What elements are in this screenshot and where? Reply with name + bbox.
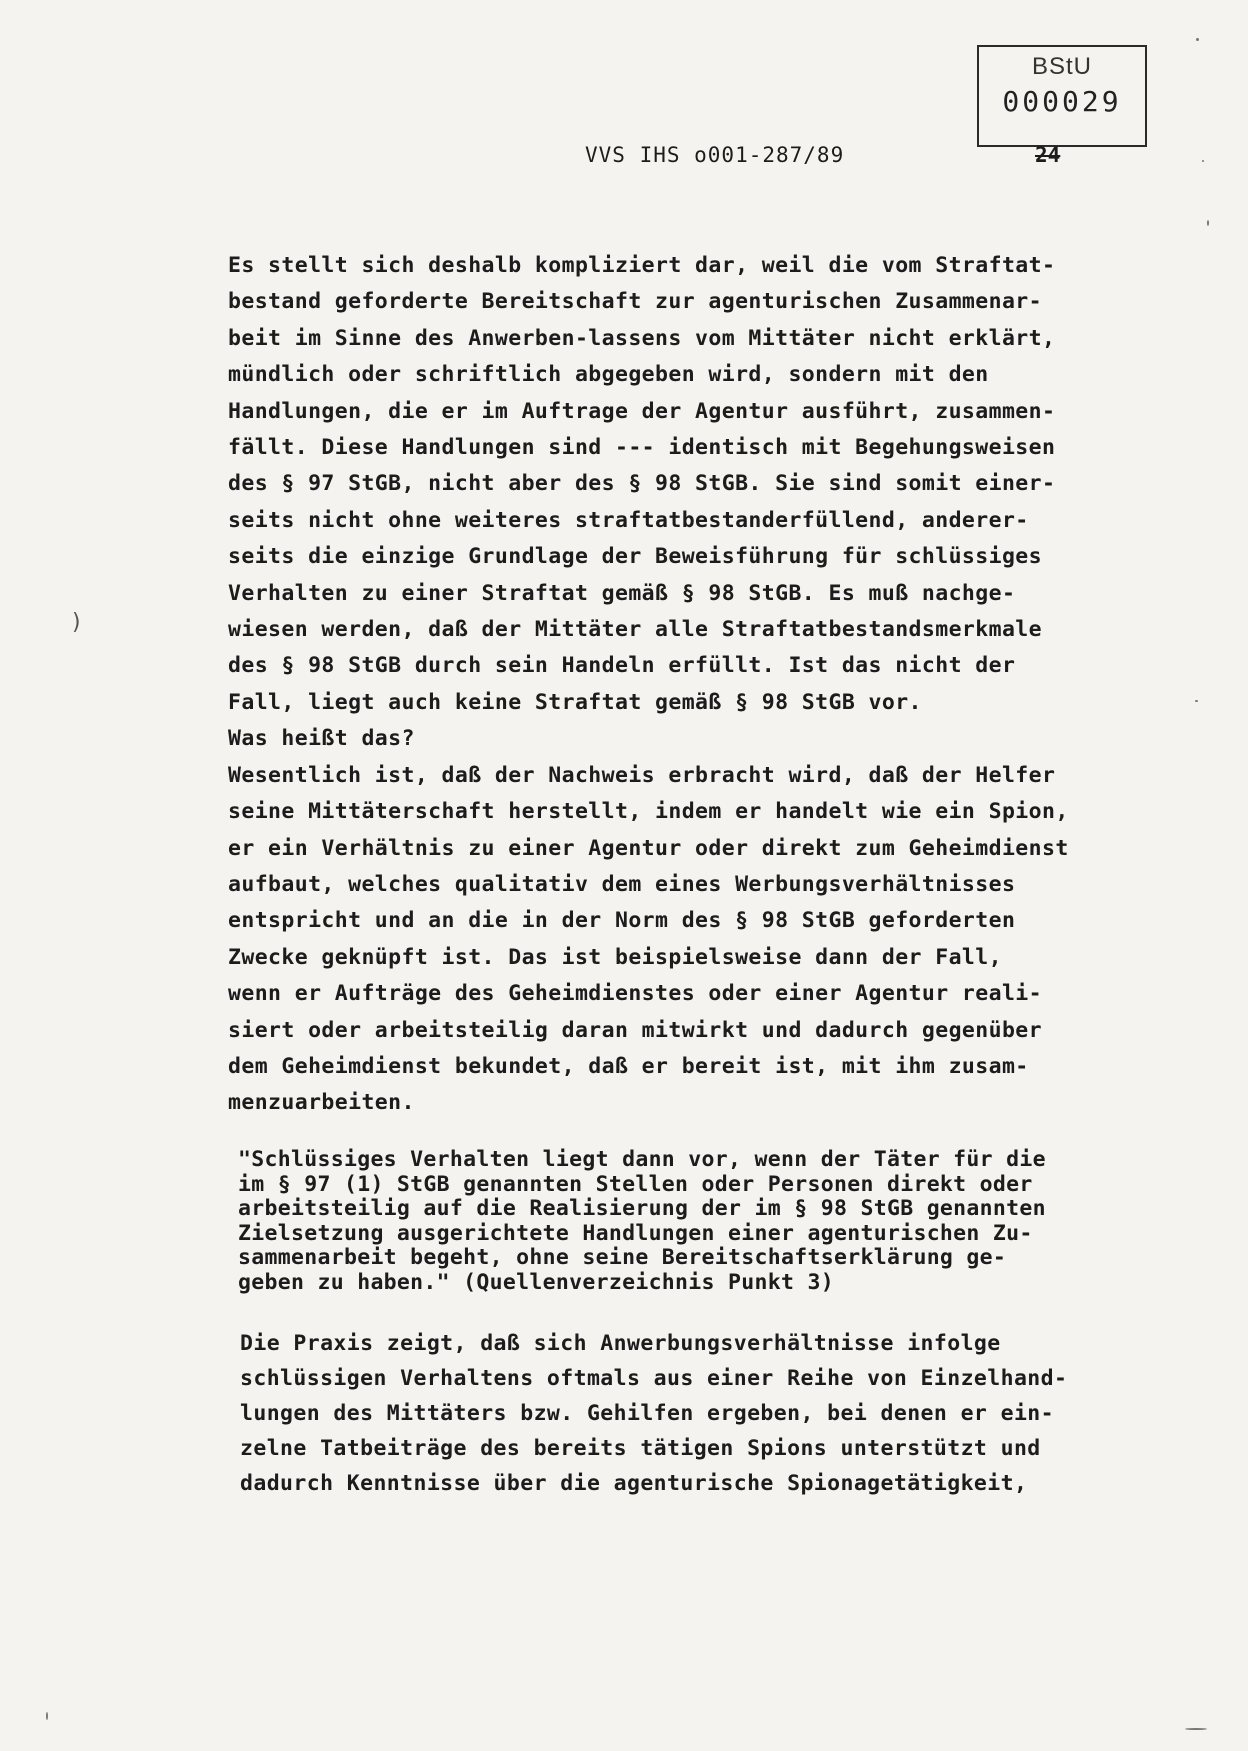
text-line: Was heißt das?	[228, 726, 415, 752]
scan-speck	[1207, 220, 1209, 226]
document-reference: VVS IHS o001-287/89	[585, 143, 845, 167]
text-line: dadurch Kenntnisse über die agenturische Spionagetätigkeit,	[240, 1471, 1028, 1496]
text-line: arbeitsteilig auf die Realisierung der im § 98 StGB genannten	[238, 1196, 1046, 1222]
text-line: seits nicht ohne weiteres straftatbestanderfüllend, anderer-	[228, 507, 1029, 533]
text-line: mündlich oder schriftlich abgegeben wird, sondern mit den	[228, 362, 989, 388]
text-line: aufbaut, welches qualitativ dem eines Werbungsverhältnisses	[228, 871, 1016, 897]
text-line: siert oder arbeitsteilig daran mitwirkt und dadurch gegenüber	[228, 1017, 1042, 1043]
paragraph-1	[228, 248, 1069, 1122]
scan-speck	[1195, 700, 1198, 702]
text-line: Die Praxis zeigt, daß sich Anwerbungsverhältnisse infolge	[240, 1331, 1001, 1356]
text-line: dem Geheimdienst bekundet, daß er bereit ist, mit ihm zusam-	[228, 1053, 1029, 1079]
text-line: sammenarbeit begeht, ohne seine Bereitschaftserklärung ge-	[238, 1245, 1007, 1271]
text-line: beit im Sinne des Anwerben-lassens vom Mittäter nicht erklärt,	[228, 325, 1056, 351]
text-line: geben zu haben." (Quellenverzeichnis Punkt 3)	[238, 1269, 834, 1295]
scan-speck	[1196, 38, 1199, 41]
text-line: fällt. Diese Handlungen sind --- identisch mit Begehungsweisen	[228, 435, 1056, 461]
text-line: lungen des Mittäters bzw. Gehilfen ergeben, bei denen er ein-	[240, 1401, 1054, 1426]
text-line: schlüssigen Verhaltens oftmals aus einer Reihe von Einzelhand-	[240, 1366, 1068, 1391]
scan-speck	[1185, 1728, 1207, 1730]
stamp-number: 000029	[1002, 85, 1122, 118]
scan-speck	[46, 1712, 48, 1720]
text-line: bestand geforderte Bereitschaft zur agenturischen Zusammenar-	[228, 289, 1042, 315]
text-line: Fall, liegt auch keine Straftat gemäß § 98 StGB vor.	[228, 689, 922, 715]
text-line: seine Mittäterschaft herstellt, indem er handelt wie ein Spion,	[228, 799, 1069, 825]
stamp-org: BStU	[1031, 53, 1092, 80]
text-line: zelne Tatbeiträge des bereits tätigen Spions unterstützt und	[240, 1436, 1041, 1461]
text-line: des § 98 StGB durch sein Handeln erfüllt. Ist das nicht der	[228, 653, 1016, 679]
text-line: Zwecke geknüpft ist. Das ist beispielsweise dann der Fall,	[228, 944, 1002, 970]
text-line: "Schlüssiges Verhalten liegt dann vor, wenn der Täter für die	[238, 1147, 1046, 1172]
text-line: seits die einzige Grundlage der Beweisführung für schlüssiges	[228, 544, 1042, 570]
text-line: Wesentlich ist, daß der Nachweis erbracht wird, daß der Helfer	[228, 762, 1056, 788]
text-line: menzuarbeiten.	[228, 1090, 415, 1116]
text-line: des § 97 StGB, nicht aber des § 98 StGB. Sie sind somit einer-	[228, 471, 1056, 497]
scan-speck	[1202, 160, 1204, 162]
text-line: Handlungen, die er im Auftrage der Agentur ausführt, zusammen-	[228, 398, 1056, 424]
text-line: entspricht und an die in der Norm des § 98 StGB geforderten	[228, 908, 1016, 934]
archive-stamp	[977, 45, 1147, 147]
text-line: er ein Verhältnis zu einer Agentur oder direkt zum Geheimdienst	[228, 835, 1069, 861]
margin-mark: )	[70, 610, 84, 635]
text-line: im § 97 (1) StGB genannten Stellen oder Personen direkt oder	[238, 1171, 1033, 1197]
text-line: wiesen werden, daß der Mittäter alle Straftatbestandsmerkmale	[228, 617, 1042, 643]
quotation-block	[238, 1148, 1046, 1296]
text-line: Zielsetzung ausgerichtete Handlungen einer agenturischen Zu-	[238, 1220, 1033, 1246]
text-line: wenn er Aufträge des Geheimdienstes oder einer Agentur reali-	[228, 981, 1042, 1007]
paragraph-2	[240, 1326, 1067, 1501]
text-line: Es stellt sich deshalb kompliziert dar, weil die vom Straftat-	[228, 253, 1056, 278]
text-line: Verhalten zu einer Straftat gemäß § 98 StGB. Es muß nachge-	[228, 580, 1016, 606]
page-number: 24	[1035, 143, 1061, 167]
